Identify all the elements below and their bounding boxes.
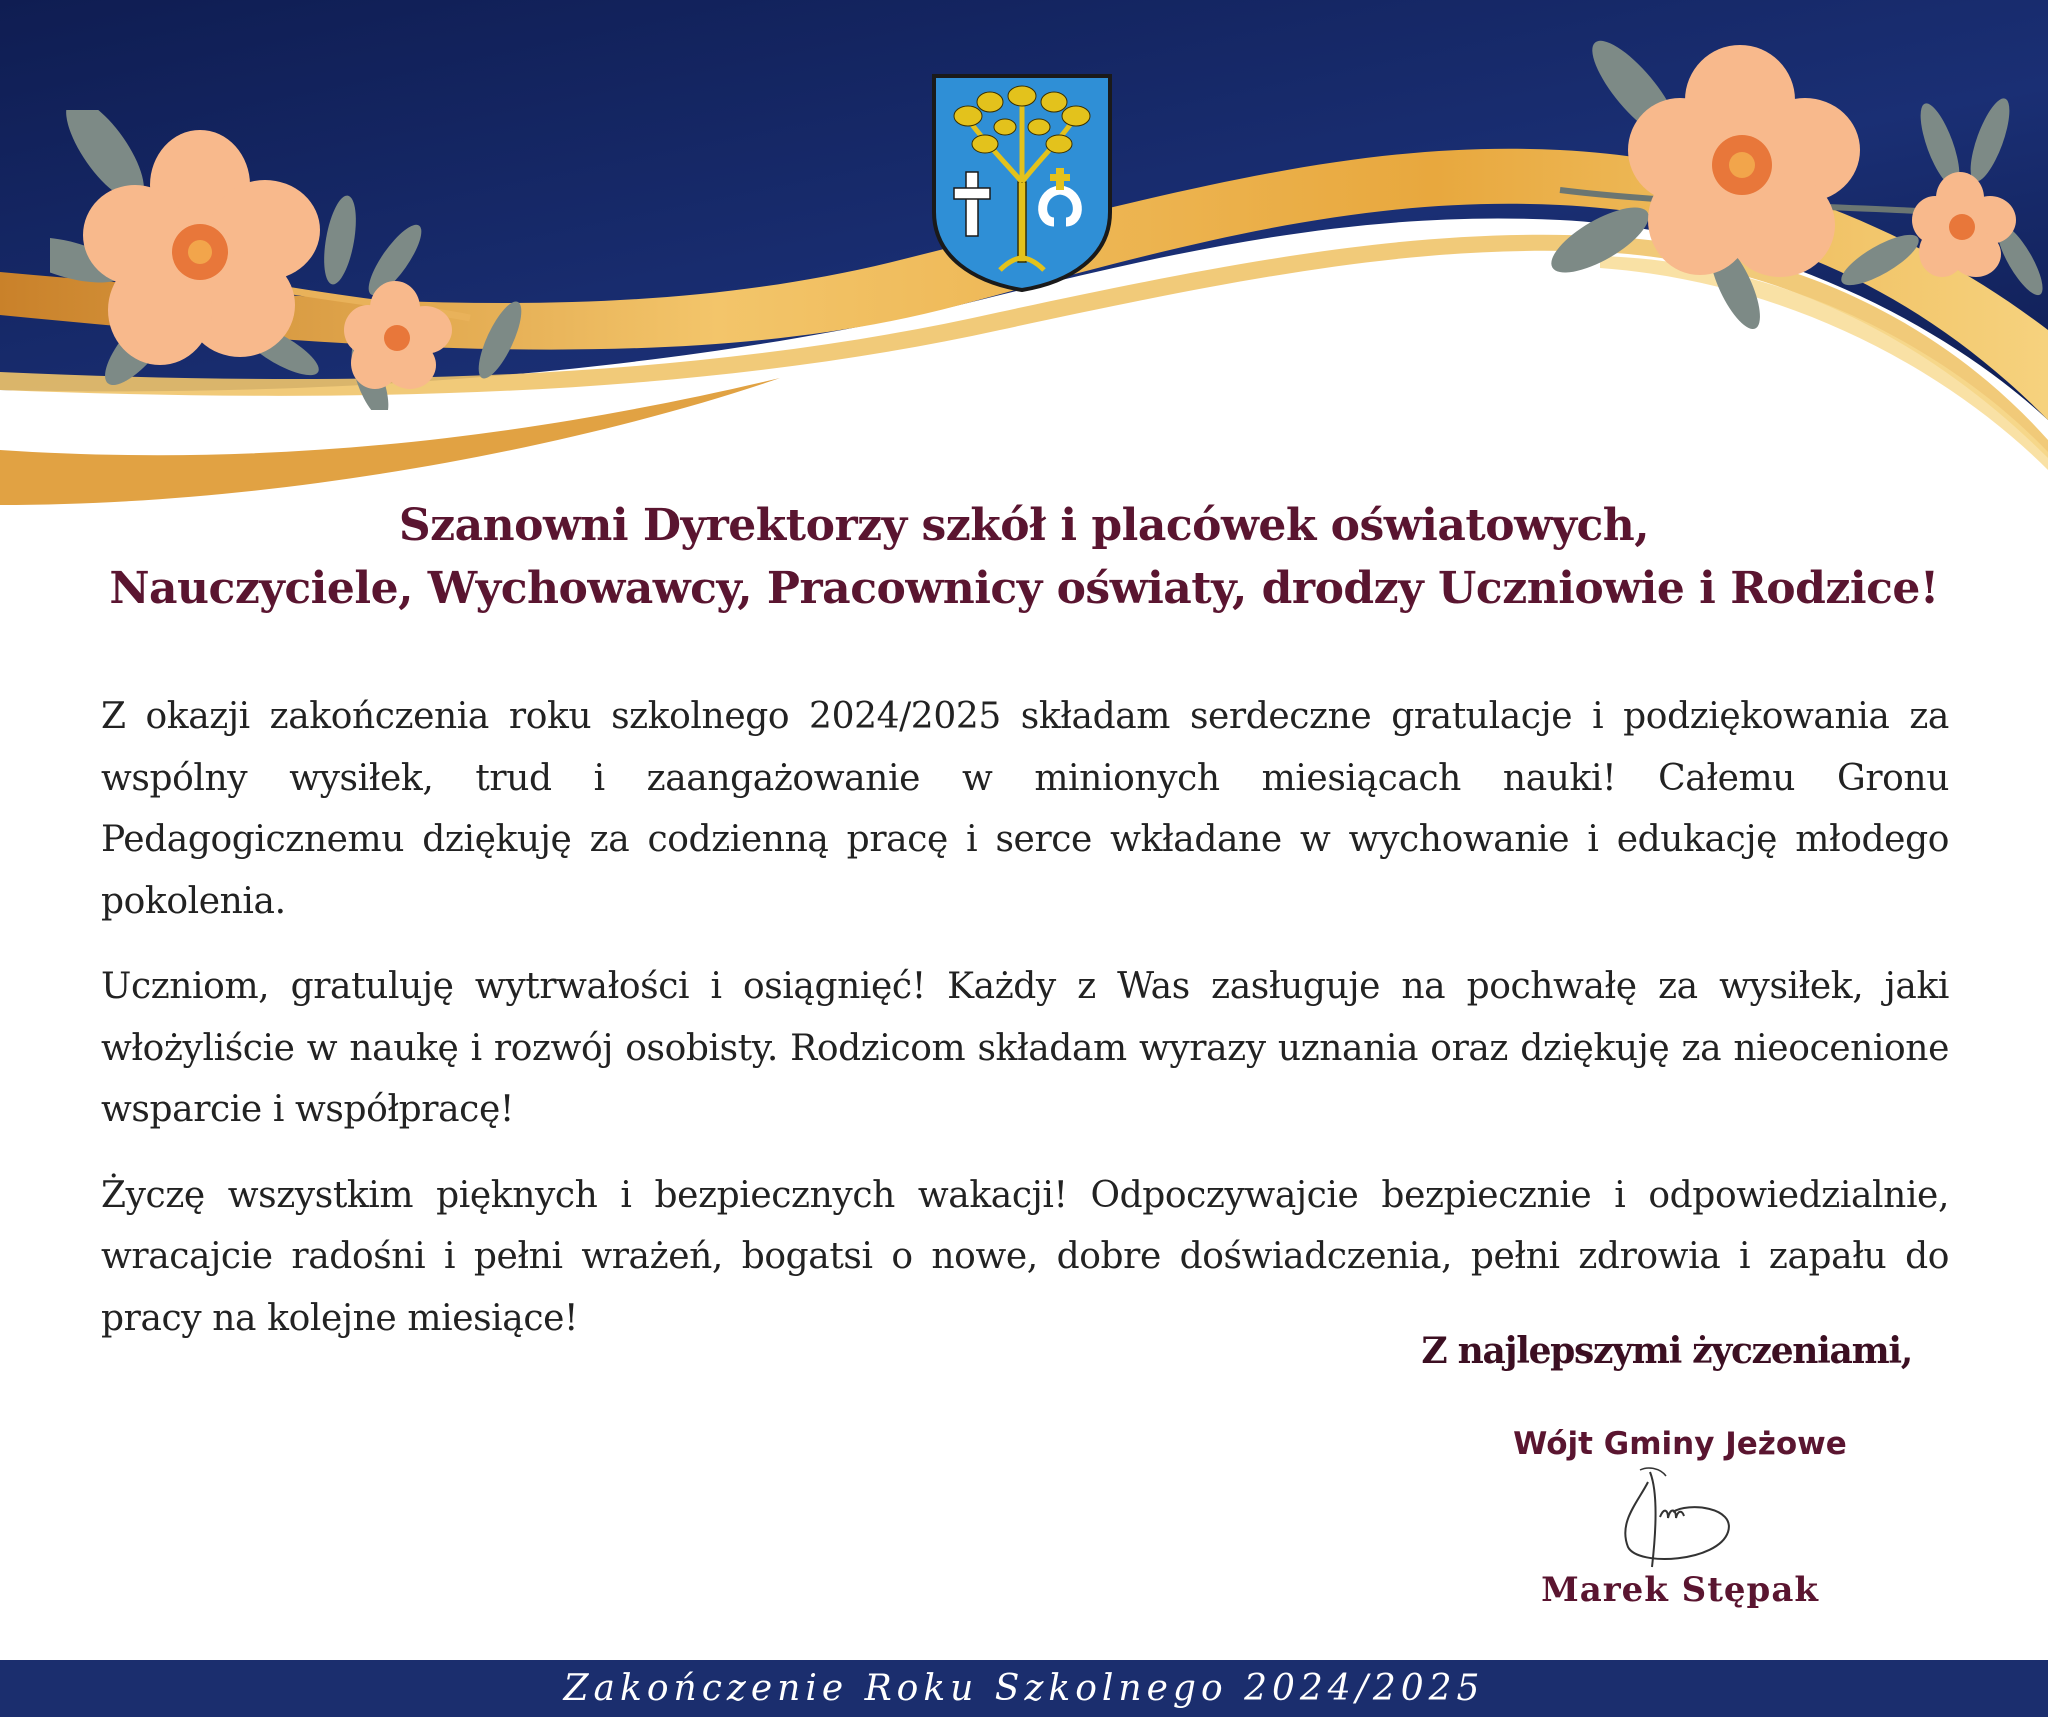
- flower-left-icon: [50, 110, 550, 410]
- letter-body: [101, 686, 1949, 1373]
- handwritten-signature-icon: [1578, 1462, 1748, 1572]
- header-banner: [0, 0, 2048, 520]
- coat-of-arms-icon: [930, 72, 1114, 294]
- footer-title: Zakończenie Roku Szkolnego 2024/2025: [563, 1668, 1485, 1709]
- flower-right-icon: [1540, 30, 2048, 330]
- closing-line: Z najlepszymi życzeniami,: [1421, 1330, 1912, 1372]
- footer-bar: [0, 1660, 2048, 1717]
- salutation-line-1: Szanowni Dyrektorzy szkół i placówek oświatowych,: [398, 500, 1650, 551]
- paragraph: Życzę wszystkim pięknych i bezpiecznych wakacji! Odpoczywajcie bezpiecznie i odpowiedzialnie, wracajcie radośni i pełni wrażeń, bogatsi o nowe, dobre doświadczenia, pełni zdrowia i zapału do pracy na kolejne miesiące!: [101, 1174, 1949, 1339]
- signer-title: Wójt Gminy Jeżowe: [1513, 1426, 1847, 1462]
- paragraph: Uczniom, gratuluję wytrwałości i osiągnięć! Każdy z Was zasługuje na pochwałę za wysiłek, jaki włożyliście w naukę i rozwój osobisty. Rodzicom składam wyrazy uznania oraz dziękuję za nieocenione wsparcie i współpracę!: [101, 966, 1949, 1130]
- salutation-line-2: Nauczyciele, Wychowawcy, Pracownicy oświaty, drodzy Uczniowie i Rodzice!: [109, 563, 1939, 614]
- salutation: [60, 494, 1988, 620]
- paragraph: Z okazji zakończenia roku szkolnego 2024/2025 składam serdeczne gratulacje i podziękowania za wspólny wysiłek, trud i zaangażowanie w minionych miesiącach nauki! Całemu Gronu Pedagogicznemu dziękuję za codzienną pracę i serce wkładane w wychowanie i edukację młodego pokolenia.: [101, 696, 1949, 922]
- signer-name: Marek Stępak: [1541, 1570, 1819, 1610]
